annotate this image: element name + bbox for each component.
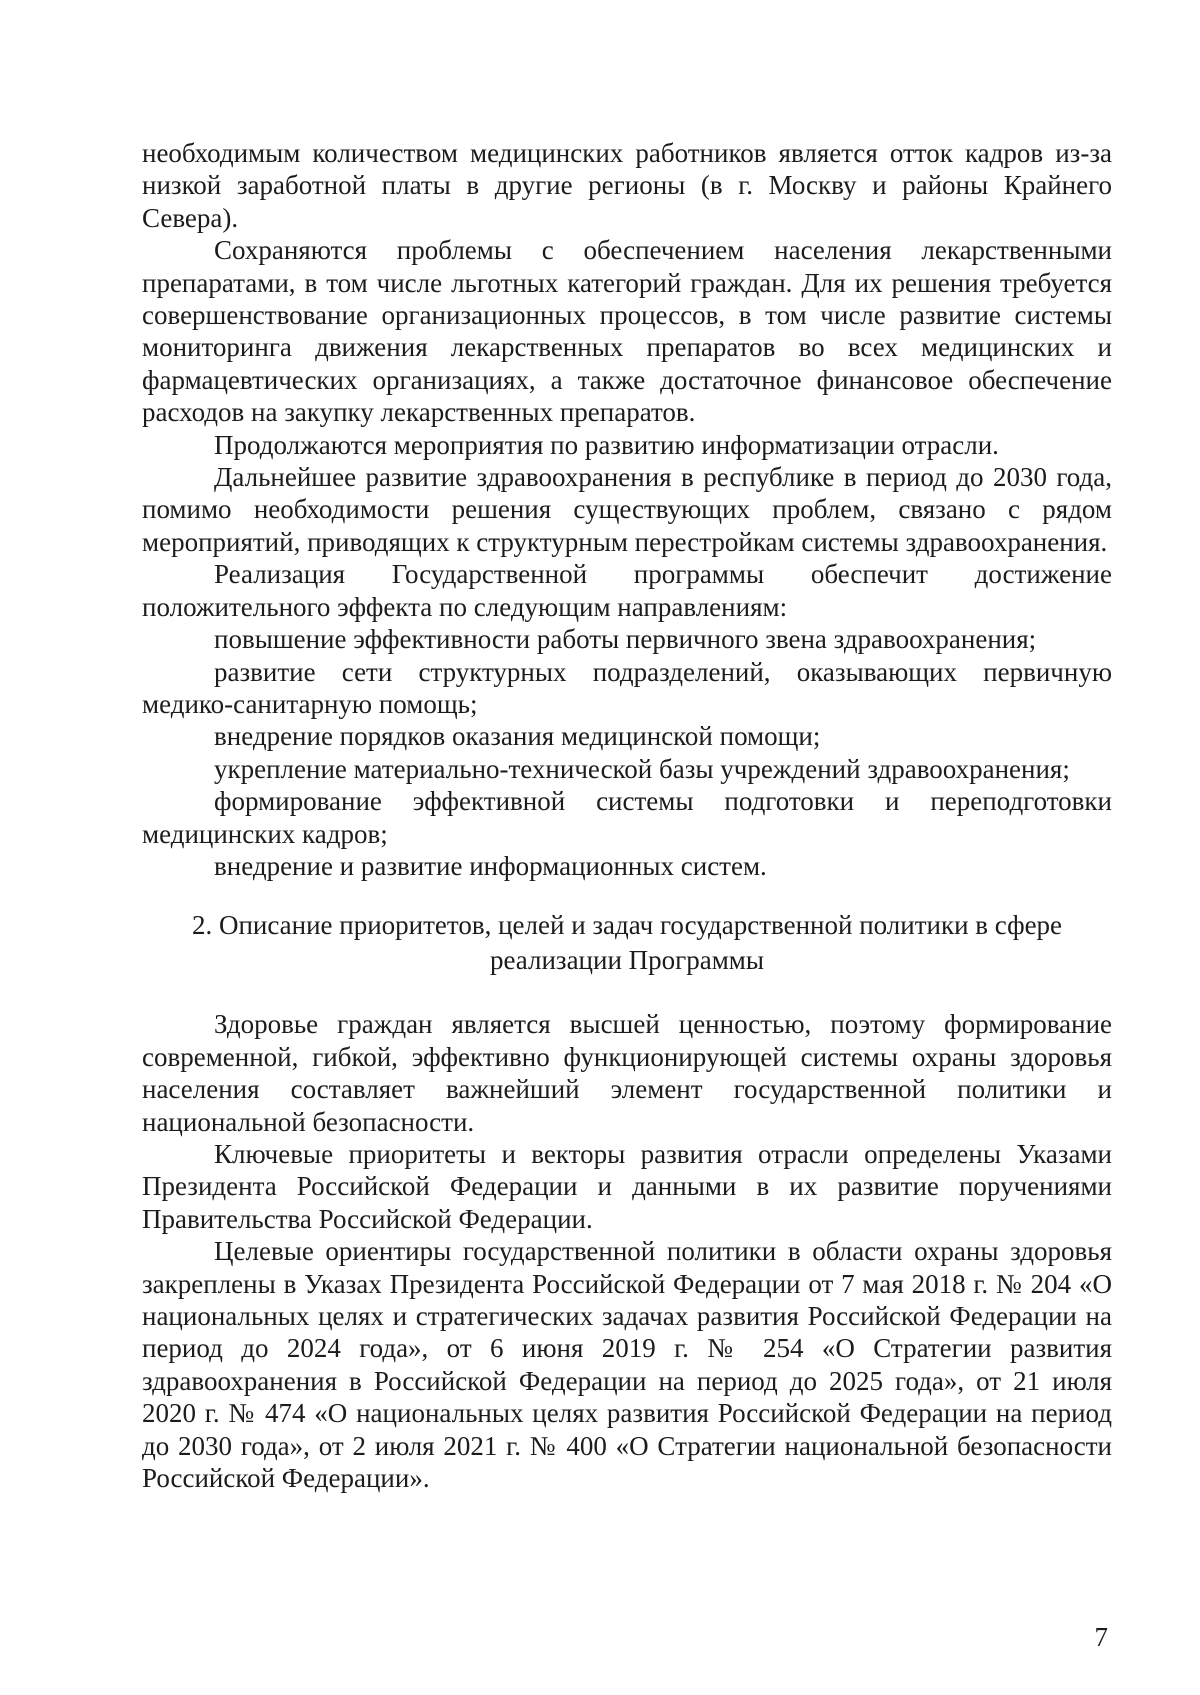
section-heading	[142, 908, 1112, 978]
list-item-primary-care: повышение эффективности работы первичного звена здравоохранения;	[214, 624, 1037, 655]
list-item-network-development: развитие сети структурных подразделений, оказывающих первичную медико-санитарную помощь;	[142, 656, 1112, 719]
list-item-information-systems: внедрение и развитие информационных систем.	[214, 850, 767, 881]
section-heading-line-1: 2. Описание приоритетов, целей и задач государственной политики в сфере	[191, 910, 1063, 941]
paragraph-key-priorities: Ключевые приоритеты и векторы развития отрасли определены Указами Президента Российской Федерации и данными в их развитие поручениями Правительства Российской Федерации.	[142, 1138, 1112, 1234]
list-item-care-procedures: внедрение порядков оказания медицинской помощи;	[214, 721, 821, 752]
paragraph-development-2030: Дальнейшее развитие здравоохранения в республике в период до 2030 года, помимо необходимости решения существующих проблем, связано с рядом мероприятий, приводящих к структурным перестройкам системы здравоохранения.	[142, 462, 1112, 557]
paragraph-program-effect: Реализация Государственной программы обеспечит достижение положительного эффекта по следующим направлениям:	[142, 559, 1112, 622]
paragraph-target-guidelines: Целевые ориентиры государственной политики в области охраны здоровья закреплены в Указах Президента Российской Федерации от 7 мая 2018 г. № 204 «О национальных целях и стратегических задачах развития Российской Федерации на период до 2024 года», от 6 июня 2019 г. № 254 «О Стратегии развития здравоохранения в Российской Федерации на период до 2025 года», от 21 июля 2020 г. № 474 «О национальных целях развития Российской Федерации на период до 2030 года», от 2 июля 2021 г. № 400 «О Стратегии национальной безопасности Российской Федерации».	[142, 1236, 1112, 1494]
paragraph-medicine-supply: Сохраняются проблемы с обеспечением населения лекарственными препаратами, в том числе льготных категорий граждан. Для их решения требуется совершенствование организационных процессов, в том числе развитие системы мониторинга движения лекарственных препаратов во всех медицинских и фармацевтических организациях, а также достаточное финансовое обеспечение расходов на закупку лекарственных препаратов.	[142, 235, 1112, 428]
page-body	[142, 137, 1112, 1494]
list-item-material-base: укрепление материально-технической базы учреждений здравоохранения;	[214, 753, 1070, 784]
section-heading-line-2: реализации Программы	[489, 945, 765, 976]
page-number: 7	[1094, 1622, 1108, 1652]
paragraph-staff-outflow: необходимым количеством медицинских работников является отток кадров из-за низкой заработной платы в другие регионы (в г. Москву и районы Крайнего Севера).	[142, 138, 1112, 233]
list-item-staff-training: формирование эффективной системы подготовки и переподготовки медицинских кадров;	[142, 786, 1112, 849]
section-gap	[142, 978, 1112, 1008]
paragraph-health-value: Здоровье граждан является высшей ценностью, поэтому формирование современной, гибкой, эффективно функционирующей системы охраны здоровья населения составляет важнейший элемент государственной политики и национальной безопасности.	[142, 1009, 1112, 1137]
paragraph-informatization: Продолжаются мероприятия по развитию информатизации отрасли.	[214, 429, 999, 460]
